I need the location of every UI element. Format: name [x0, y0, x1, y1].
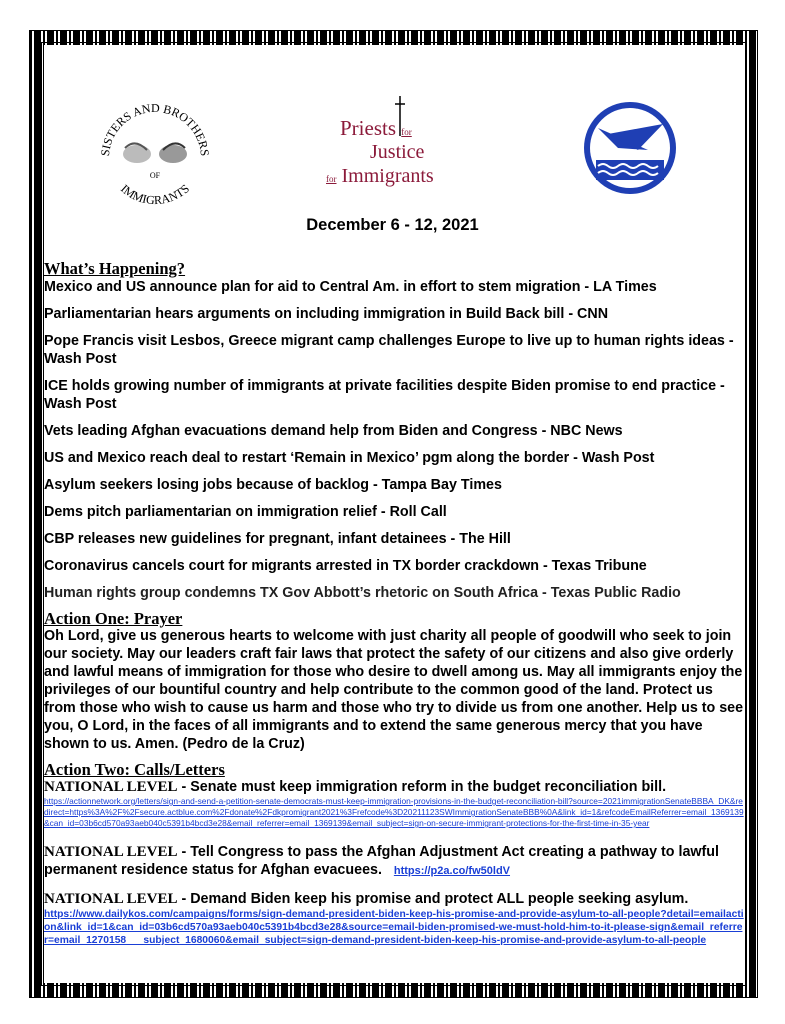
call-item [44, 890, 746, 947]
logo-immigrants: Immigrants [341, 165, 434, 187]
call-level: NATIONAL LEVEL [44, 844, 178, 860]
news-item: Human rights group condemns TX Gov Abbott’s rhetoric on South Africa - Texas Public Radio [44, 585, 681, 601]
call-text: - Tell Congress to pass the Afghan Adjustment Act creating a pathway to lawful permanent residence status for Afghan evacuees. [44, 844, 720, 878]
news-list [44, 278, 746, 602]
logo-left-top-text: SISTERS AND BROTHERS [97, 100, 213, 157]
action-one-title: Action One: Prayer [44, 609, 183, 628]
logo-for-2: for [326, 174, 337, 184]
date-range: December 6 - 12, 2021 [306, 216, 479, 234]
call-item [44, 843, 746, 880]
news-item: Asylum seekers losing jobs because of backlog - Tampa Bay Times [44, 477, 502, 493]
news-item: CBP releases new guidelines for pregnant, infant detainees - The Hill [44, 531, 511, 547]
sisters-brothers-logo [95, 96, 215, 206]
svg-text:IMMIGRANTS [118, 181, 192, 206]
news-item: Coronavirus cancels court for migrants arrested in TX border crackdown - Texas Tribune [44, 558, 647, 574]
main-content [44, 260, 746, 947]
news-item: Dems pitch parliamentarian on immigration relief - Roll Call [44, 504, 447, 520]
bird-over-waves-icon [578, 98, 688, 198]
call-text: - Demand Biden keep his promise and protect ALL people seeking asylum. [177, 891, 689, 907]
emblem-logo [578, 98, 688, 198]
news-item: Parliamentarian hears arguments on including immigration in Build Back bill - CNN [44, 306, 609, 322]
news-item: US and Mexico reach deal to restart ‘Remain in Mexico’ pgm along the border - Wash Post [44, 450, 655, 466]
cross-icon [392, 96, 408, 136]
call-link[interactable]: https://actionnetwork.org/letters/sign-and-send-a-petition-senate-democrats-must-keep-immigration-provisions-in-the-budget-reconciliation-bill?source=2021immigrationSenateBBBA_DK&redirect=https%3A%2F%2Fsecure.actblue.com%2Fdonate%2Fdkpromigrant2021%3Frefcode%3D20211123SWImmigrationSenateBBB%0A&link_id=1&refcodeEmailReferrer=email_1369139&can_id=03b6cd570a93aeb040c5391b4bcd3e28&email_referrer=email_1369139&email_subject=sign-on-secure-immigrant-protections-for-the-first-time-in-35-year [44, 796, 744, 828]
call-text: - Senate must keep immigration reform in the budget reconciliation bill. [177, 779, 667, 795]
prayer-text: Oh Lord, give us generous hearts to welcome with just charity all people of goodwill who seek to join our society. May our leaders craft fair laws that protect the safety of our citizens and also give orderly and lawful means of immigration for those who desire to dwell among us. May all immigrants enjoy the privileges of our bountiful country and help contribute to the common good of the land. Protect us from those who wish to cause us harm and those who try to divide us from one another. Help us to see you, O Lord, in the faces of all immigrants and to extend the same generous mercy that you have shown to us. Amen. (Pedro de la Cruz) [44, 628, 744, 752]
call-item [44, 778, 746, 829]
call-link[interactable]: https://p2a.co/fw50ldV [393, 865, 511, 877]
news-item: ICE holds growing number of immigrants at private facilities despite Biden promise to end practice - Wash Post [44, 378, 725, 412]
sisters-brothers-icon [95, 96, 215, 206]
call-link[interactable]: https://www.dailykos.com/campaigns/forms/sign-demand-president-biden-keep-his-promise-and-provide-asylum-to-all-people?detail=emailaction&link_id=1&can_id=03b6cd570a93aeb040c5391b4bcd3e28&source=email-biden-promised-we-must-hold-him-to-it-please-sign&email_referrer=email_1270158___subject_1680060&email_subject=sign-demand-president-biden-keep-his-promise-and-provide-asylum-to-all-people [44, 909, 744, 946]
whats-happening-title: What’s Happening? [44, 259, 186, 278]
logo-left-bottom-text: IMMIGRANTS [117, 181, 193, 206]
priests-for-justice-logo [312, 96, 472, 191]
svg-text:SISTERS AND BROTHERS [98, 101, 212, 157]
logo-for-1: for [401, 127, 412, 137]
news-item: Mexico and US announce plan for aid to Central Am. in effort to stem migration - LA Times [44, 279, 657, 295]
logo-justice: Justice [370, 141, 425, 163]
call-level: NATIONAL LEVEL [44, 891, 178, 907]
logo-priests: Priests [340, 116, 397, 140]
news-item: Pope Francis visit Lesbos, Greece migrant camp challenges Europe to live up to human rights ideas - Wash Post [44, 333, 734, 367]
call-level: NATIONAL LEVEL [44, 779, 178, 795]
news-item: Vets leading Afghan evacuations demand help from Biden and Congress - NBC News [44, 423, 623, 439]
action-two-title: Action Two: Calls/Letters [44, 760, 225, 779]
logo-left-of-text: OF [149, 171, 161, 180]
